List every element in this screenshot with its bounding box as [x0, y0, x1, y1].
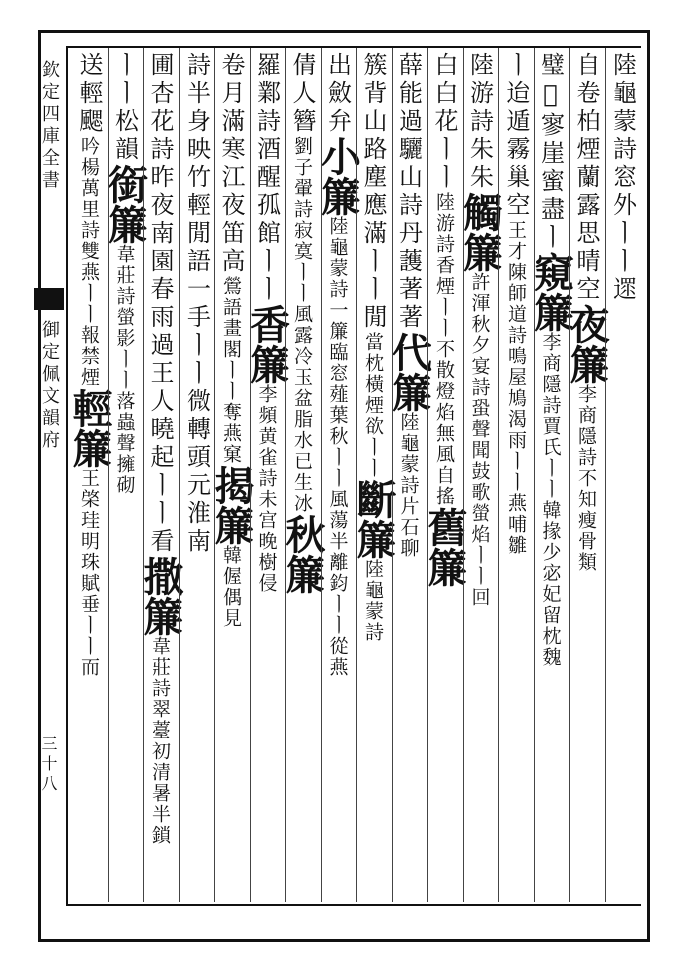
- text-column: [176, 52, 217, 902]
- text-column: [421, 52, 468, 902]
- text-segment: ㅣㅣ從燕: [326, 594, 349, 678]
- text-segment: 陸龜蒙詩窓外ㅣㅣ遝: [608, 52, 637, 304]
- text-column: [279, 52, 326, 902]
- column-divider: [108, 48, 109, 902]
- text-segment: 薛能過驪山詩丹䕶著著: [394, 52, 423, 332]
- column-divider: [427, 48, 428, 902]
- text-column: [563, 52, 610, 902]
- column-divider: [356, 48, 357, 902]
- text-segment: 王棨珪明珠賦垂ㅣㅣ而: [78, 468, 100, 678]
- section-title: 御定佩文韻府: [39, 320, 60, 452]
- text-column: [101, 52, 149, 902]
- headword: 輕簾: [66, 388, 113, 468]
- headword: 秋簾: [279, 514, 326, 594]
- column-divider: [392, 48, 393, 902]
- text-segment: 出斂弁: [323, 52, 352, 136]
- text-segment: 陸游詩香煙ㅣㅣ不散燈焰無風自搖: [433, 192, 455, 507]
- bottom-rule: [66, 904, 641, 906]
- text-segment: 吟楊萬里詩雙燕ㅣㅣ報禁煙: [78, 136, 100, 388]
- text-segment: 王才陳師道詩鳴屋鳩渴雨ㅣㅣ燕哺雛: [505, 220, 527, 556]
- headword: 銜簾: [101, 164, 149, 244]
- text-segment: 陸龜蒙詩一簾臨窓薤葉秋ㅣㅣ風蕩半離鈞: [326, 216, 349, 594]
- page-number: 三十八: [39, 735, 58, 795]
- text-segment: 韓偓偶見: [220, 545, 242, 629]
- column-divider: [498, 48, 499, 902]
- headword: 觸簾: [456, 192, 504, 272]
- headword: 香簾: [243, 304, 291, 384]
- text-segment: 圃杏花詩昨夜南園春雨過王人曉起ㅣㅣ看: [146, 52, 174, 556]
- headword: 揭簾: [208, 465, 255, 545]
- text-segment: 韋莊詩螢影ㅣㅣ落蟲聲擁砌: [113, 244, 136, 496]
- text-segment: 倩人簪: [288, 52, 316, 136]
- text-column: [314, 52, 362, 902]
- column-divider: [143, 48, 144, 902]
- text-segment: 陸游詩朱朱: [465, 52, 494, 192]
- text-segment: 李商隱詩賈氏ㅣㅣ韓掾少宓妃留枕魏: [539, 332, 562, 668]
- text-segment: 送輕颸: [75, 52, 103, 136]
- fishtail-mark: [34, 288, 64, 310]
- column-divider: [463, 48, 464, 902]
- running-title: 欽定四庫全書: [39, 60, 60, 192]
- column-divider: [285, 48, 286, 902]
- headword: 小簾: [314, 136, 362, 216]
- column-divider: [179, 48, 180, 902]
- column-divider: [250, 48, 251, 902]
- top-rule: [66, 46, 641, 48]
- column-divider: [605, 48, 606, 902]
- headword: 撒簾: [137, 556, 184, 636]
- text-column: [527, 52, 575, 902]
- text-segment: 李商隱詩不知瘦骨類: [575, 384, 597, 573]
- text-column: [208, 52, 255, 902]
- headword: 夜簾: [563, 304, 610, 384]
- text-column: [602, 52, 643, 902]
- text-column: [385, 52, 433, 902]
- headword: 舊簾: [421, 507, 468, 587]
- text-segment: ㅣ迨遁霧巢空: [502, 52, 530, 220]
- text-segment: 白白花ㅣㅣ: [430, 52, 458, 192]
- column-divider: [214, 48, 215, 902]
- text-segment: 當枕橫煙欲ㅣㅣ: [362, 332, 384, 479]
- text-segment: 韋莊詩翠薹初清暑半鎖: [149, 636, 171, 846]
- column-divider: [321, 48, 322, 902]
- text-column: [66, 52, 113, 902]
- text-segment: 簇背山路塵應滿ㅣㅣ閒: [359, 52, 387, 332]
- column-divider: [534, 48, 535, 902]
- text-segment: 羅鄴詩酒醒孤館ㅣㅣ: [252, 52, 281, 304]
- text-segment: 劉子翬詩寂寞ㅣㅣ風露冷玉盆脂水已生冰: [291, 136, 313, 514]
- text-segment: 鶯語畫閣ㅣㅣ奪燕窠: [220, 276, 242, 465]
- text-segment: 許渾秋夕宴詩蛩聲聞鼓歌螢焰ㅣㅣ回: [468, 272, 491, 608]
- text-segment: 璧𡪈寥崖蜜盡: [536, 52, 565, 224]
- text-segment: ㅣ: [536, 224, 565, 252]
- text-segment: 陸龜蒙詩: [362, 559, 384, 643]
- text-column: [456, 52, 504, 902]
- headword: 斷簾: [350, 479, 397, 559]
- text-column: [495, 52, 536, 902]
- text-segment: 卷月滿寒江夜笛高: [217, 52, 245, 276]
- text-segment: 詩半身映竹輕閒語一手ㅣㅣ微轉頭元淮南: [182, 52, 211, 556]
- text-segment: 李頻黄雀詩未宫晚樹侵: [255, 384, 278, 594]
- text-segment: 自卷柏煙蘭露思晴空: [572, 52, 600, 304]
- column-divider: [569, 48, 570, 902]
- text-segment: 陸龜蒙詩片石聊: [397, 412, 420, 559]
- headword: 代簾: [385, 332, 433, 412]
- text-segment: ㅣㅣ松韻: [110, 52, 139, 164]
- headword: 窺簾: [527, 252, 575, 332]
